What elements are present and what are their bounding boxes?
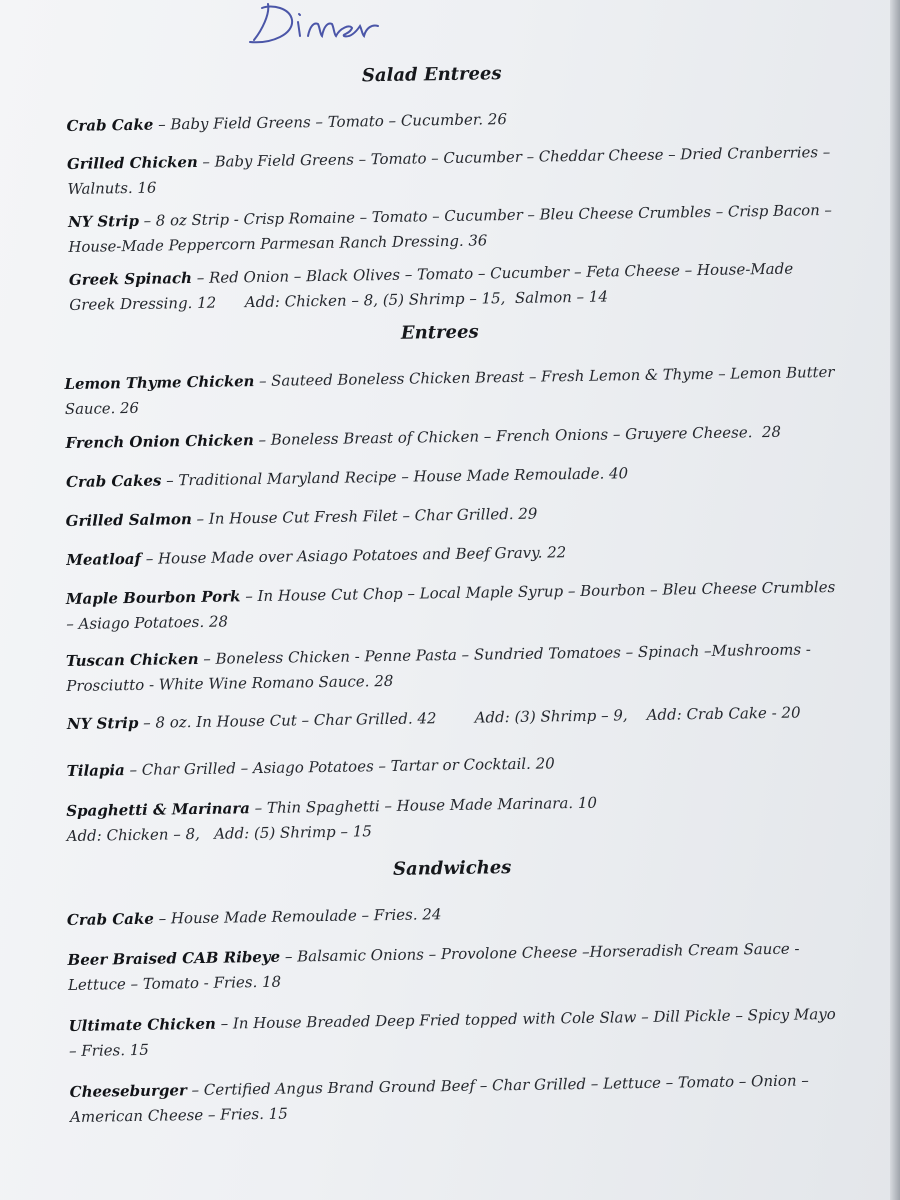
item-name: Meatloaf <box>66 549 142 570</box>
item-description: – Sauteed Boneless Chicken Breast – Fresh Lemon & Thyme – Lemon Butter <box>254 363 835 391</box>
item-description: – House Made over Asiago Potatoes and Beef Gravy. 22 <box>140 543 567 568</box>
item-description: – 8 oz. In House Cut – Char Grilled. 42 Add: (3) Shrimp – 9, Add: Crab Cake - 20 <box>138 703 801 732</box>
item-name: NY Strip <box>67 211 140 231</box>
item-description-cont: American Cheese – Fries. 15 <box>69 1104 288 1127</box>
item-name: Beer Braised CAB Ribeye <box>67 947 281 970</box>
section-title-sandwiches: Sandwiches <box>392 857 512 880</box>
item-description-cont: Add: Chicken – 8, Add: (5) Shrimp – 15 <box>66 822 372 846</box>
menu-item <box>66 637 812 699</box>
menu-item <box>64 360 835 422</box>
item-name: Tilapia <box>66 761 125 781</box>
item-description: – House Made Remoulade – Fries. 24 <box>153 905 442 928</box>
item-description: – Boneless Chicken - Penne Pasta – Sundried Tomatoes – Spinach –Mushrooms - <box>198 640 812 668</box>
item-name: NY Strip <box>66 713 139 734</box>
menu-item <box>67 140 831 202</box>
item-name: French Onion Chicken <box>65 431 254 453</box>
section-title-entrees: Entrees <box>400 321 479 344</box>
item-description: – Traditional Maryland Recipe – House Made Remoulade. 40 <box>161 464 629 490</box>
item-name: Greek Spinach <box>68 269 193 289</box>
menu-item <box>66 791 597 849</box>
item-description-cont: Lettuce – Tomato - Fries. 18 <box>67 972 282 995</box>
menu-item <box>66 502 538 534</box>
item-description: – Thin Spaghetti – House Made Marinara. 10 <box>249 793 598 818</box>
item-description-cont: Prosciutto - White Wine Romano Sauce. 28 <box>66 671 394 696</box>
item-name: Tuscan Chicken <box>65 649 199 671</box>
menu-item <box>68 1002 836 1064</box>
menu-item <box>67 902 442 933</box>
item-name: Grilled Salmon <box>65 510 192 531</box>
menu-item <box>66 461 628 495</box>
item-description: – Baby Field Greens – Tomato – Cucumber. 26 <box>153 110 508 134</box>
item-description: – Boneless Breast of Chicken – French Onions – Gruyere Cheese. 28 <box>253 422 782 450</box>
item-description-cont: – Fries. 15 <box>68 1040 150 1061</box>
menu-item <box>66 540 566 573</box>
item-description: – In House Cut Chop – Local Maple Syrup – Bourbon – Bleu Cheese Crumbles <box>240 577 836 606</box>
item-description-cont: Sauce. 26 <box>64 399 140 419</box>
item-description: – Certified Angus Brand Ground Beef – Char Grilled – Lettuce – Tomato – Onion – <box>186 1071 809 1100</box>
menu-item <box>67 701 801 738</box>
item-description: – Baby Field Greens – Tomato – Cucumber – Cheddar Cheese – Dried Cranberries – <box>197 142 831 171</box>
item-description: – 8 oz Strip - Crisp Romaine – Tomato – Cucumber – Bleu Cheese Crumbles – Crisp Bacon – <box>138 200 833 230</box>
item-description-cont: Walnuts. 16 <box>67 178 157 198</box>
menu-item <box>66 575 836 637</box>
item-description: – In House Cut Fresh Filet – Char Grilled. 29 <box>191 504 538 529</box>
item-name: Grilled Chicken <box>66 152 198 173</box>
item-description: – Red Onion – Black Olives – Tomato – Cucumber – Feta Cheese – House-Made <box>191 259 794 288</box>
menu-item <box>67 937 800 998</box>
item-description: – Char Grilled – Asiago Potatoes – Tartar or Cocktail. 20 <box>124 754 555 780</box>
menu-item <box>68 198 833 260</box>
item-name: Crab Cake <box>66 115 154 135</box>
item-description-cont: Greek Dressing. 12 Add: Chicken – 8, (5) Shrimp – 15, Salmon – 14 <box>69 287 609 314</box>
item-name: Crab Cakes <box>65 471 162 492</box>
item-name: Spaghetti & Marinara <box>66 799 251 821</box>
item-name: Crab Cake <box>66 909 154 930</box>
item-name: Maple Bourbon Pork <box>65 587 241 609</box>
menu-item <box>69 257 794 318</box>
item-description: – In House Breaded Deep Fried topped with Cole Slaw – Dill Pickle – Spicy Mayo <box>215 1004 836 1033</box>
item-description-cont: House-Made Peppercorn Parmesan Ranch Dressing. 36 <box>68 231 488 256</box>
menu-item <box>69 1068 809 1130</box>
menu-item <box>66 107 507 139</box>
menu-item <box>65 420 781 456</box>
item-description: – Balsamic Onions – Provolone Cheese –Horseradish Cream Sauce - <box>279 939 800 966</box>
item-name: Ultimate Chicken <box>68 1014 216 1036</box>
item-description-cont: – Asiago Potatoes. 28 <box>66 612 229 634</box>
item-name: Cheeseburger <box>69 1081 187 1102</box>
menu-item <box>66 751 554 784</box>
section-title-salad: Salad Entrees <box>361 63 502 87</box>
item-name: Lemon Thyme Chicken <box>64 373 255 394</box>
